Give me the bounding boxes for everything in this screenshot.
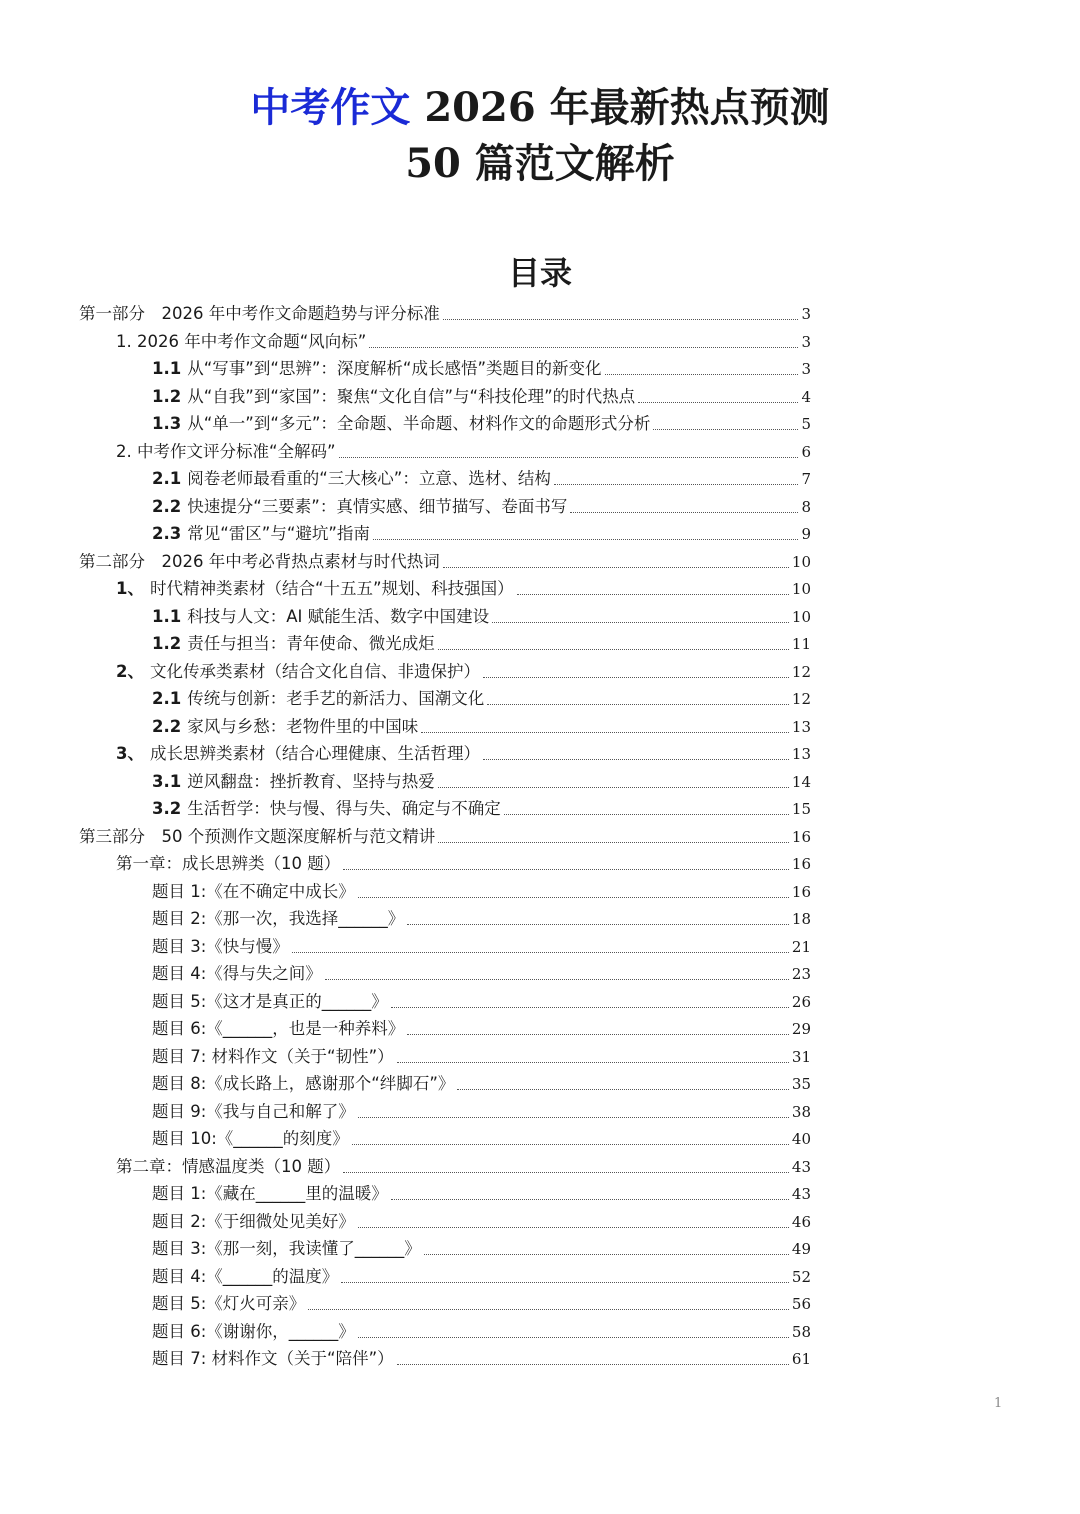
toc-entry[interactable] xyxy=(152,1288,811,1315)
toc-entry-page: 21 xyxy=(791,937,811,956)
toc-dot-leader xyxy=(325,979,789,980)
toc-entry[interactable] xyxy=(116,738,811,765)
toc-entry-label: 题目 3:《快与慢》 xyxy=(152,936,289,956)
toc-entry[interactable] xyxy=(152,353,811,380)
toc-entry-number: 2.2 xyxy=(152,496,182,516)
toc-entry-page: 13 xyxy=(791,717,811,736)
toc-dot-leader xyxy=(483,677,789,678)
toc-entry-page: 35 xyxy=(791,1075,811,1093)
toc-entry[interactable] xyxy=(152,986,811,1013)
toc-entry-number: 3.1 xyxy=(152,771,182,791)
title-rest: 2026 年最新热点预测 xyxy=(410,84,830,131)
toc-dot-leader xyxy=(391,1007,789,1008)
toc-dot-leader xyxy=(343,1172,789,1173)
page-number: 1 xyxy=(994,1396,1003,1411)
toc-entry-label: 从“写事”到“思辨”：深度解析“成长感悟”类题目的新变化 xyxy=(187,359,602,378)
toc-entry-page: 43 xyxy=(791,1157,811,1176)
toc-entry[interactable] xyxy=(152,381,811,408)
toc-entry-label: 题目 5:《灯火可亲》 xyxy=(152,1294,306,1313)
toc-entry-page: 18 xyxy=(791,910,811,928)
toc-entry[interactable] xyxy=(152,793,811,820)
toc-entry-label: 1. 2026 年中考作文命题“风向标” xyxy=(116,331,367,351)
toc-entry-label: 题目 6:《______，也是一种养料》 xyxy=(152,1019,405,1038)
toc-dot-leader xyxy=(653,429,798,430)
toc-entry-page: 6 xyxy=(801,442,811,461)
toc-dot-leader xyxy=(358,897,789,898)
toc-dot-leader xyxy=(339,457,799,458)
toc-entry-page: 56 xyxy=(791,1295,811,1313)
toc-entry[interactable] xyxy=(152,931,811,958)
toc-entry[interactable] xyxy=(152,1316,811,1343)
toc-entry[interactable] xyxy=(116,436,811,463)
toc-entry-page: 8 xyxy=(801,497,811,516)
toc-dot-leader xyxy=(421,732,789,733)
toc-entry[interactable] xyxy=(152,628,811,655)
toc-dot-leader xyxy=(504,814,789,815)
toc-entry-page: 3 xyxy=(801,305,811,323)
toc-dot-leader xyxy=(438,842,789,843)
toc-entry[interactable] xyxy=(79,298,811,325)
toc-entry-page: 10 xyxy=(791,580,811,598)
toc-dot-leader xyxy=(369,347,798,348)
toc-entry[interactable] xyxy=(152,1178,811,1205)
toc-entry-label: 2. 中考作文评分标准“全解码” xyxy=(116,441,336,461)
toc-dot-leader xyxy=(407,1034,789,1035)
toc-entry-number: 1.2 xyxy=(152,386,182,406)
toc-entry-page: 61 xyxy=(791,1350,811,1368)
toc-dot-leader xyxy=(308,1309,789,1310)
toc-entry[interactable] xyxy=(152,876,811,903)
toc-dot-leader xyxy=(570,512,798,513)
toc-entry-number: 1、 xyxy=(116,579,144,598)
toc-dot-leader xyxy=(391,1199,789,1200)
toc-entry[interactable] xyxy=(152,1041,811,1068)
toc-entry[interactable] xyxy=(79,821,811,848)
title-highlight: 中考作文 xyxy=(250,85,411,131)
toc-entry[interactable] xyxy=(152,903,811,930)
toc-dot-leader xyxy=(483,759,789,760)
toc-entry[interactable] xyxy=(152,463,811,490)
toc-entry-number: 2.1 xyxy=(152,689,182,708)
toc-entry-label: 家风与乡愁：老物件里的中国味 xyxy=(187,716,419,736)
toc-entry-page: 58 xyxy=(791,1322,811,1341)
toc-entry-label: 题目 2:《那一次，我选择______》 xyxy=(152,909,405,928)
toc-entry[interactable] xyxy=(116,573,811,600)
toc-entry-number: 2.2 xyxy=(152,716,182,736)
toc-entry[interactable] xyxy=(152,1123,811,1150)
toc-entry-label: 题目 5:《这才是真正的______》 xyxy=(152,991,388,1011)
toc-entry-number: 1.1 xyxy=(152,606,182,626)
toc-dot-leader xyxy=(443,319,799,320)
toc-entry[interactable] xyxy=(152,766,811,793)
toc-entry-page: 15 xyxy=(791,800,811,818)
toc-entry-number: 2.3 xyxy=(152,524,182,543)
toc-entry[interactable] xyxy=(152,1068,811,1095)
toc-entry[interactable] xyxy=(116,656,811,683)
toc-entry-page: 12 xyxy=(791,690,811,708)
toc-entry-number: 3.2 xyxy=(152,799,182,818)
toc-entry[interactable] xyxy=(152,491,811,518)
toc-entry-label: 常见“雷区”与“避坑”指南 xyxy=(187,524,370,543)
toc-dot-leader xyxy=(457,1089,789,1090)
toc-entry-page: 26 xyxy=(791,992,811,1011)
toc-entry-page: 46 xyxy=(791,1212,811,1231)
toc-entry-page: 23 xyxy=(791,965,811,983)
toc-dot-leader xyxy=(638,402,798,403)
toc-entry-page: 7 xyxy=(801,470,811,488)
toc-entry-label: 第二部分 2026 年中考必背热点素材与时代热词 xyxy=(79,551,440,571)
document-title-line2: 50 篇范文解析 xyxy=(405,140,675,187)
toc-dot-leader xyxy=(487,704,789,705)
toc-entry-page: 29 xyxy=(791,1020,811,1038)
toc-dot-leader xyxy=(397,1364,789,1365)
toc-entry-label: 题目 1:《在不确定中成长》 xyxy=(152,881,355,901)
toc-entry[interactable] xyxy=(116,326,811,353)
toc-entry[interactable] xyxy=(152,1013,811,1040)
toc-dot-leader xyxy=(358,1337,789,1338)
toc-entry[interactable] xyxy=(152,1096,811,1123)
toc-entry[interactable] xyxy=(152,683,811,710)
toc-dot-leader xyxy=(292,952,789,953)
toc-entry[interactable] xyxy=(116,848,811,875)
toc-entry-page: 52 xyxy=(791,1267,811,1286)
toc-dot-leader xyxy=(443,567,789,568)
toc-dot-leader xyxy=(517,594,789,595)
toc-entry[interactable] xyxy=(152,601,811,628)
toc-entry[interactable] xyxy=(152,1206,811,1233)
toc-dot-leader xyxy=(438,787,789,788)
toc-entry-label: 题目 8:《成长路上，感谢那个“绊脚石”》 xyxy=(152,1074,455,1093)
toc-entry-page: 16 xyxy=(791,855,811,873)
toc-entry-page: 4 xyxy=(801,387,811,406)
toc-dot-leader xyxy=(492,622,789,623)
toc-entry-label: 题目 9:《我与自己和解了》 xyxy=(152,1101,355,1121)
toc-entry-label: 阅卷老师最看重的“三大核心”：立意、选材、结构 xyxy=(187,469,551,488)
toc-dot-leader xyxy=(397,1062,789,1063)
toc-entry-label: 快速提分“三要素”：真情实感、细节描写、卷面书写 xyxy=(187,496,568,516)
toc-entry-label: 题目 2:《于细微处见美好》 xyxy=(152,1211,355,1231)
toc-dot-leader xyxy=(605,374,799,375)
toc-entry[interactable] xyxy=(152,711,811,738)
toc-entry-label: 题目 7: 材料作文（关于“韧性”） xyxy=(152,1046,394,1066)
toc-dot-leader xyxy=(343,869,789,870)
toc-entry[interactable] xyxy=(152,1261,811,1288)
toc-entry-page: 49 xyxy=(791,1240,811,1258)
toc-entry-page: 13 xyxy=(791,745,811,763)
toc-entry[interactable] xyxy=(116,1151,811,1178)
toc-entry-label: 题目 4:《______的温度》 xyxy=(152,1266,339,1286)
toc-entry-label: 生活哲学：快与慢、得与失、确定与不确定 xyxy=(187,799,501,818)
toc-entry-page: 3 xyxy=(801,360,811,378)
toc-entry-page: 10 xyxy=(791,607,811,626)
toc-entry-label: 成长思辨类素材（结合心理健康、生活哲理） xyxy=(149,744,480,763)
toc-entry-page: 16 xyxy=(791,827,811,846)
toc-entry-page: 40 xyxy=(791,1130,811,1148)
toc-entry-page: 10 xyxy=(791,552,811,571)
toc-entry[interactable] xyxy=(152,1233,811,1260)
toc-entry-label: 题目 3:《那一刻，我读懂了______》 xyxy=(152,1239,421,1258)
toc-dot-leader xyxy=(341,1282,789,1283)
toc-entry-page: 43 xyxy=(791,1185,811,1203)
toc-entry-number: 1.2 xyxy=(152,634,182,653)
toc-dot-leader xyxy=(407,924,789,925)
toc-dot-leader xyxy=(554,484,799,485)
toc-entry-label: 时代精神类素材（结合“十五五”规划、科技强国） xyxy=(149,579,514,598)
toc-entry-label: 从“自我”到“家国”：聚焦“文化自信”与“科技伦理”的时代热点 xyxy=(187,386,636,406)
toc-dot-leader xyxy=(358,1227,789,1228)
toc-entry-label: 题目 6:《谢谢你，______》 xyxy=(152,1321,355,1341)
toc-entry-number: 2、 xyxy=(116,661,144,681)
toc-entry-label: 第三部分 50 个预测作文题深度解析与范文精讲 xyxy=(79,826,436,846)
toc-dot-leader xyxy=(352,1144,789,1145)
toc-entry-page: 11 xyxy=(791,635,811,653)
toc-entry-label: 第二章：情感温度类（10 题） xyxy=(116,1156,341,1176)
toc-entry[interactable] xyxy=(152,408,811,435)
toc-dot-leader xyxy=(373,539,799,540)
toc-entry-number: 3、 xyxy=(116,744,144,763)
toc-entry-number: 2.1 xyxy=(152,469,182,488)
toc-dot-leader xyxy=(424,1254,789,1255)
toc-entry-label: 科技与人文：AI 赋能生活、数字中国建设 xyxy=(187,606,490,626)
toc-entry-page: 31 xyxy=(791,1047,811,1066)
toc-entry-label: 题目 7: 材料作文（关于“陪伴”） xyxy=(152,1349,394,1368)
toc-entry-number: 1.1 xyxy=(152,359,182,378)
toc-entry-number: 1.3 xyxy=(152,414,182,433)
toc-entry-page: 16 xyxy=(791,882,811,901)
toc-entry[interactable] xyxy=(79,546,811,573)
toc-entry-label: 文化传承类素材（结合文化自信、非遗保护） xyxy=(149,661,480,681)
toc-entry-label: 题目 4:《得与失之间》 xyxy=(152,964,322,983)
toc-entry-label: 传统与创新：老手艺的新活力、国潮文化 xyxy=(187,689,485,708)
toc-entry-page: 14 xyxy=(791,772,811,791)
toc-entry-page: 3 xyxy=(801,332,811,351)
toc-entry-label: 从“单一”到“多元”：全命题、半命题、材料作文的命题形式分析 xyxy=(187,414,651,433)
toc-entry[interactable] xyxy=(152,958,811,985)
toc-entry-label: 第一部分 2026 年中考作文命题趋势与评分标准 xyxy=(79,304,440,323)
toc-entry-page: 38 xyxy=(791,1102,811,1121)
toc-entry[interactable] xyxy=(152,518,811,545)
toc-dot-leader xyxy=(438,649,789,650)
toc-heading: 目录 xyxy=(507,254,572,292)
toc-dot-leader xyxy=(358,1117,789,1118)
toc-entry-page: 9 xyxy=(801,525,811,543)
toc-entry-label: 题目 1:《藏在______里的温暖》 xyxy=(152,1184,388,1203)
toc-entry-label: 第一章：成长思辨类（10 题） xyxy=(116,854,341,873)
toc-entry-page: 12 xyxy=(791,662,811,681)
toc-entry[interactable] xyxy=(152,1343,811,1370)
toc-entry-label: 题目 10:《______的刻度》 xyxy=(152,1129,349,1148)
toc-entry-page: 5 xyxy=(801,415,811,433)
toc-entry-label: 责任与担当：青年使命、微光成炬 xyxy=(187,634,435,653)
document-title-line1 xyxy=(0,82,1080,134)
toc-entry-label: 逆风翻盘：挫折教育、坚持与热爱 xyxy=(187,771,435,791)
